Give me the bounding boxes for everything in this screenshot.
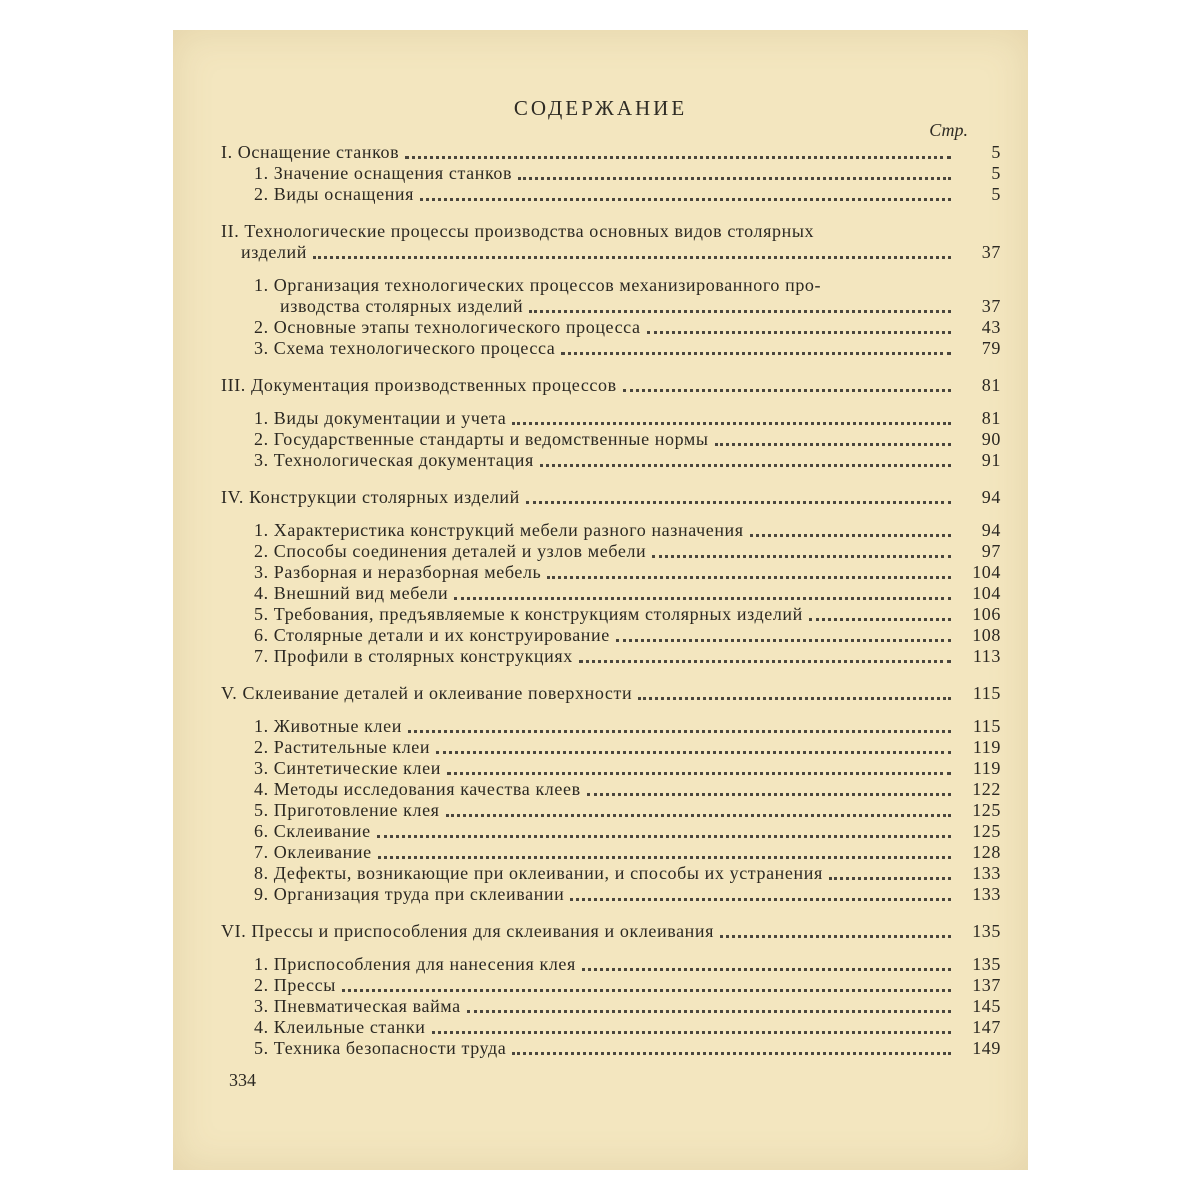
toc-item-title: 2. Растительные клеи (254, 737, 431, 757)
toc-page-number: 5 (991, 142, 1001, 162)
toc-item-continuation (221, 296, 1001, 317)
toc-item (221, 562, 1001, 583)
toc-page-number: 94 (981, 520, 1001, 540)
toc-item (221, 163, 1001, 184)
toc-item-title: 4. Клеильные станки (254, 1017, 426, 1037)
book-page (173, 30, 1028, 1170)
toc-item (221, 583, 1001, 604)
toc-item-title: 1. Виды документации и учета (254, 408, 507, 428)
toc-item-title-line1: 1. Организация технологических процессов механизированного про- (254, 275, 822, 295)
toc-item-title: 2. Прессы (254, 975, 336, 995)
toc-item (221, 821, 1001, 842)
toc-page-number: 91 (981, 450, 1001, 470)
toc-page-number: 97 (981, 541, 1001, 561)
toc-item (221, 520, 1001, 541)
leader-dots (587, 793, 951, 796)
toc-page-number: 115 (972, 683, 1001, 703)
leader-dots (313, 256, 951, 259)
toc-item (221, 184, 1001, 205)
leader-dots (378, 856, 951, 859)
toc-item-title: 2. Способы соединения деталей и узлов мебели (254, 541, 647, 561)
toc-page-number: 119 (972, 737, 1001, 757)
leader-dots (623, 389, 951, 392)
toc-page-number: 147 (972, 1017, 1001, 1037)
toc-item (221, 604, 1001, 625)
leader-dots (829, 877, 951, 880)
leader-dots (750, 534, 951, 537)
toc-item (221, 541, 1001, 562)
toc-chapter-title: I. Оснащение станков (221, 142, 400, 162)
leader-dots (582, 968, 951, 971)
leader-dots (408, 730, 951, 733)
leader-dots (638, 697, 951, 700)
toc-chapter (221, 142, 1001, 163)
toc-item-title: 3. Разборная и неразборная мебель (254, 562, 542, 582)
page-title: СОДЕРЖАНИЕ (513, 96, 688, 120)
toc-item-title: 1. Характеристика конструкций мебели разного назначения (254, 520, 744, 540)
toc-item-title: 8. Дефекты, возникающие при оклеивании, и способы их устранения (254, 863, 823, 883)
toc-chapter-title: III. Документация производственных процессов (221, 375, 617, 395)
leader-dots (579, 660, 951, 663)
toc-chapter (221, 683, 1001, 704)
leader-dots (420, 198, 951, 201)
leader-dots (652, 555, 951, 558)
toc-chapter (221, 375, 1001, 396)
leader-dots (454, 597, 951, 600)
leader-dots (809, 618, 951, 621)
toc-item-title: 6. Столярные детали и их конструирование (254, 625, 610, 645)
page-column-header: Стр. (929, 120, 968, 140)
toc-item (221, 1038, 1001, 1059)
toc-chapter-title: изделий (241, 242, 308, 262)
toc-page-number: 115 (972, 716, 1001, 736)
toc-page-number: 104 (972, 583, 1001, 603)
toc-item-title: 2. Виды оснащения (254, 184, 415, 204)
leader-dots (467, 1010, 951, 1013)
leader-dots (447, 772, 951, 775)
toc-item-title: 5. Требования, предъявляемые к конструкциям столярных изделий (254, 604, 803, 624)
leader-dots (720, 935, 951, 938)
toc-item-title: изводства столярных изделий (280, 296, 524, 316)
toc-page-number: 122 (972, 779, 1001, 799)
toc-item (221, 716, 1001, 737)
toc-item-title: 3. Синтетические клеи (254, 758, 441, 778)
toc-item-title: 1. Значение оснащения станков (254, 163, 513, 183)
toc-page-number: 37 (981, 296, 1001, 316)
toc-page-number: 125 (972, 821, 1001, 841)
toc-page-number: 133 (972, 884, 1001, 904)
table-of-contents (221, 142, 1001, 1059)
toc-page-number: 81 (981, 408, 1001, 428)
toc-chapter-title: VI. Прессы и приспособления для склеивания и оклеивания (221, 921, 715, 941)
toc-item-title: 7. Профили в столярных конструкциях (254, 646, 573, 666)
toc-item-title: 3. Пневматическая вайма (254, 996, 461, 1016)
toc-item-title: 6. Склеивание (254, 821, 371, 841)
toc-page-number: 137 (972, 975, 1001, 995)
toc-item (221, 429, 1001, 450)
toc-page-number: 94 (981, 487, 1001, 507)
toc-item-title: 5. Техника безопасности труда (254, 1038, 507, 1058)
leader-dots (561, 352, 951, 355)
leader-dots (616, 639, 951, 642)
toc-item (221, 954, 1001, 975)
toc-item (221, 338, 1001, 359)
toc-page-number: 81 (981, 375, 1001, 395)
toc-item-title: 1. Приспособления для нанесения клея (254, 954, 576, 974)
leader-dots (512, 1052, 951, 1055)
toc-page-number: 135 (972, 954, 1001, 974)
toc-page-number: 149 (972, 1038, 1001, 1058)
toc-item (221, 975, 1001, 996)
toc-item (221, 450, 1001, 471)
toc-page-number: 90 (981, 429, 1001, 449)
leader-dots (405, 156, 951, 159)
toc-chapter (221, 221, 1001, 242)
toc-item (221, 737, 1001, 758)
leader-dots (518, 177, 951, 180)
toc-chapter (221, 487, 1001, 508)
toc-item-title: 3. Технологическая документация (254, 450, 534, 470)
toc-item (221, 779, 1001, 800)
toc-item-title: 2. Основные этапы технологического процесса (254, 317, 641, 337)
toc-item (221, 275, 1001, 296)
leader-dots (436, 751, 951, 754)
toc-item (221, 842, 1001, 863)
page-folio-number: 334 (229, 1070, 256, 1090)
toc-item (221, 317, 1001, 338)
leader-dots (529, 310, 951, 313)
toc-page-number: 135 (972, 921, 1001, 941)
toc-page-number: 113 (972, 646, 1001, 666)
toc-chapter-title: IV. Конструкции столярных изделий (221, 487, 520, 507)
toc-item-title: 7. Оклеивание (254, 842, 372, 862)
toc-item-title: 4. Методы исследования качества клеев (254, 779, 581, 799)
leader-dots (377, 835, 951, 838)
toc-page-number: 106 (972, 604, 1001, 624)
toc-page-number: 108 (972, 625, 1001, 645)
toc-chapter-title-line1: II. Технологические процессы производства основных видов столярных (221, 221, 815, 241)
toc-item-title: 2. Государственные стандарты и ведомственные нормы (254, 429, 709, 449)
toc-item (221, 996, 1001, 1017)
toc-page-number: 43 (981, 317, 1001, 337)
toc-item (221, 863, 1001, 884)
toc-item-title: 9. Организация труда при склеивании (254, 884, 565, 904)
toc-page-number: 79 (981, 338, 1001, 358)
toc-page-number: 5 (991, 163, 1001, 183)
leader-dots (647, 331, 951, 334)
leader-dots (540, 464, 951, 467)
toc-page-number: 119 (972, 758, 1001, 778)
toc-item-title: 3. Схема технологического процесса (254, 338, 556, 358)
toc-page-number: 128 (972, 842, 1001, 862)
leader-dots (512, 422, 951, 425)
toc-item (221, 800, 1001, 821)
leader-dots (570, 898, 951, 901)
toc-chapter-continuation (221, 242, 1001, 263)
toc-item-title: 1. Животные клеи (254, 716, 402, 736)
toc-item (221, 408, 1001, 429)
toc-page-number: 104 (972, 562, 1001, 582)
toc-item-title: 5. Приготовление клея (254, 800, 440, 820)
leader-dots (526, 501, 951, 504)
toc-chapter-title: V. Склеивание деталей и оклеивание поверхности (221, 683, 633, 703)
toc-item-title: 4. Внешний вид мебели (254, 583, 449, 603)
leader-dots (715, 443, 951, 446)
leader-dots (342, 989, 951, 992)
toc-chapter (221, 921, 1001, 942)
toc-item (221, 758, 1001, 779)
leader-dots (547, 576, 951, 579)
toc-page-number: 133 (972, 863, 1001, 883)
leader-dots (446, 814, 951, 817)
toc-item (221, 1017, 1001, 1038)
toc-item (221, 884, 1001, 905)
toc-item (221, 625, 1001, 646)
toc-page-number: 125 (972, 800, 1001, 820)
toc-page-number: 5 (991, 184, 1001, 204)
toc-page-number: 37 (981, 242, 1001, 262)
toc-item (221, 646, 1001, 667)
toc-page-number: 145 (972, 996, 1001, 1016)
leader-dots (432, 1031, 952, 1034)
